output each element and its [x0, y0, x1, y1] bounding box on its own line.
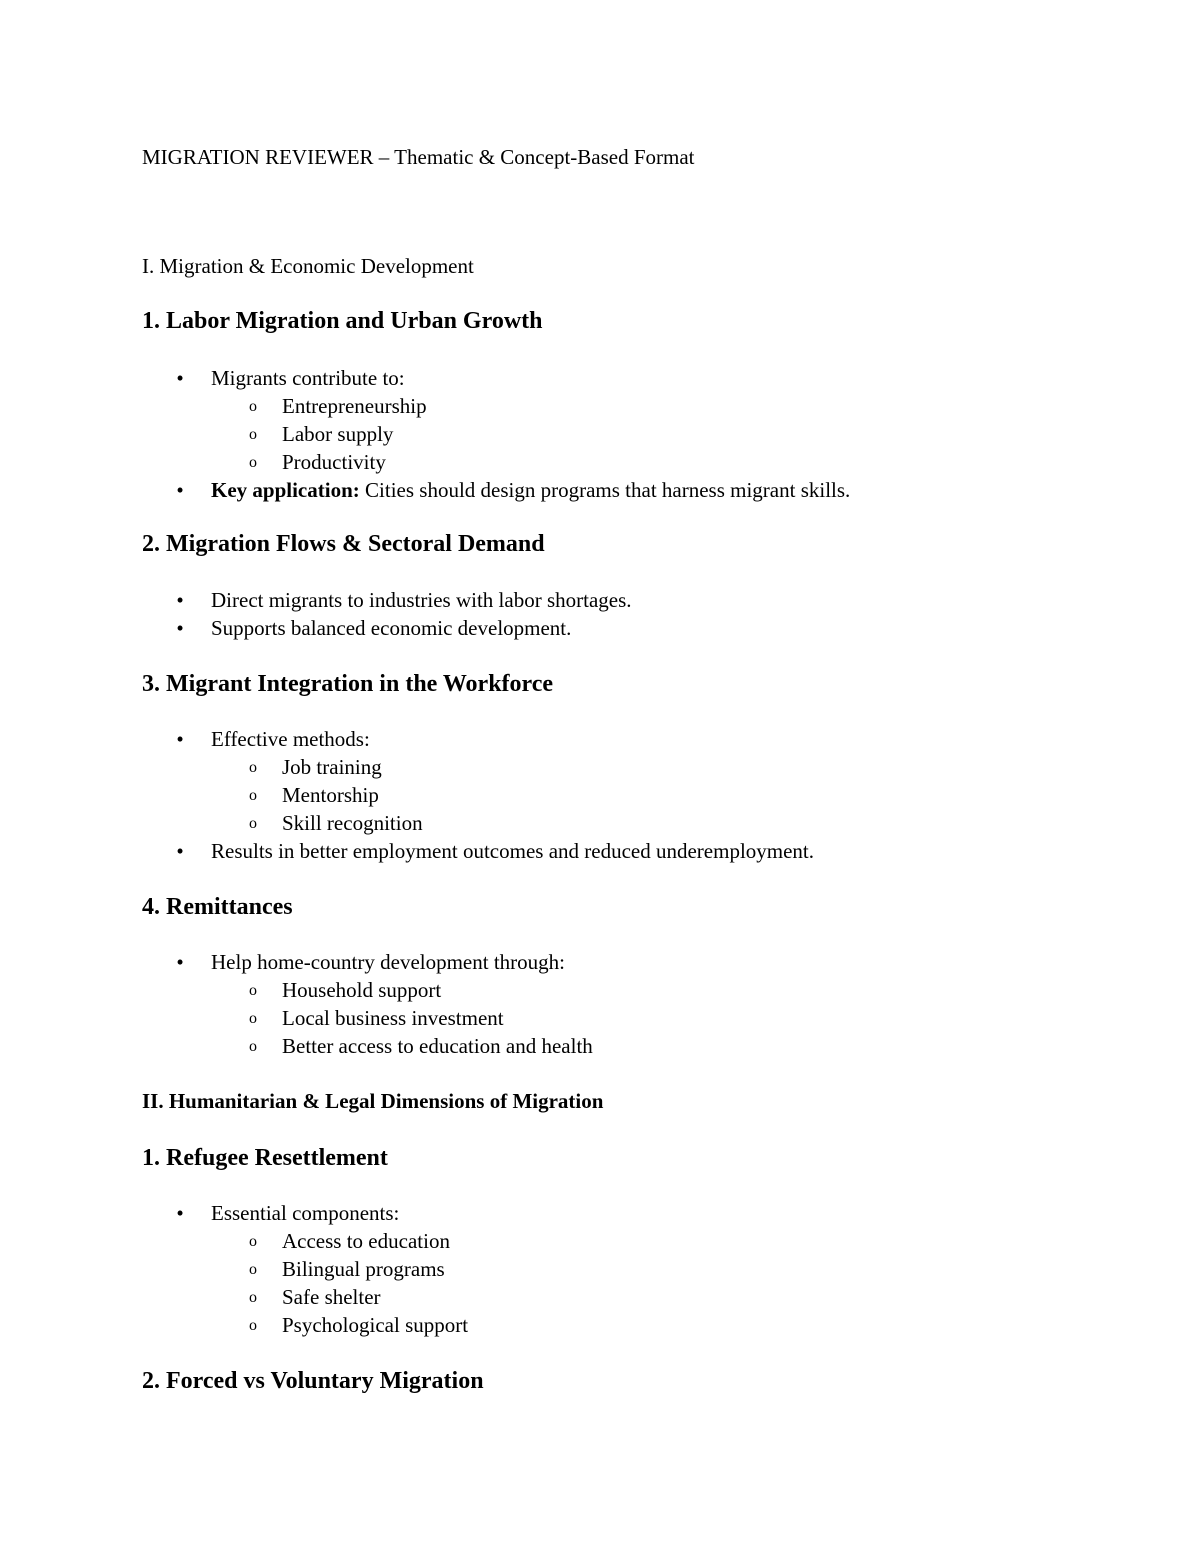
section-title-1: I. Migration & Economic Development — [142, 254, 474, 278]
key-application-text: Cities should design programs that harness migrant skills. — [359, 478, 851, 502]
list-item-text: Results in better employment outcomes and reduced underemployment. — [211, 839, 815, 863]
list-item-text: Direct migrants to industries with labor shortages. — [211, 588, 632, 612]
sub-list-item-text: Labor supply — [282, 422, 394, 446]
list-item-text: Essential components: — [211, 1201, 400, 1225]
sub-list-item-text: Entrepreneurship — [282, 394, 427, 418]
sub-list-item-text: Access to education — [282, 1229, 450, 1253]
sub-list-item-text: Household support — [282, 978, 442, 1002]
topic-heading-labor-migration: 1. Labor Migration and Urban Growth — [142, 308, 543, 334]
sub-bullet-icon: o — [249, 1010, 257, 1027]
sub-list-item-text: Mentorship — [282, 783, 379, 807]
sub-bullet-icon: o — [249, 787, 257, 804]
sub-bullet-icon: o — [249, 1317, 257, 1334]
sub-bullet-icon: o — [249, 426, 257, 443]
key-application-label: Key application: — [211, 478, 360, 502]
bullet-icon: • — [176, 478, 184, 502]
sub-list-item-text: Skill recognition — [282, 811, 423, 835]
list-item-text: Migrants contribute to: — [211, 366, 405, 390]
bullet-icon: • — [176, 950, 184, 974]
bullet-icon: • — [176, 616, 184, 640]
sub-bullet-icon: o — [249, 1233, 257, 1250]
list-item-text: Effective methods: — [211, 727, 370, 751]
sub-list-item-text: Job training — [282, 755, 382, 779]
topic-heading-remittances: 4. Remittances — [142, 894, 293, 920]
topic-heading-migration-flows: 2. Migration Flows & Sectoral Demand — [142, 531, 545, 557]
bullet-icon: • — [176, 1201, 184, 1225]
sub-bullet-icon: o — [249, 454, 257, 471]
sub-bullet-icon: o — [249, 1038, 257, 1055]
section-title-2: II. Humanitarian & Legal Dimensions of Migration — [142, 1089, 604, 1113]
list-item-text: Help home-country development through: — [211, 950, 565, 974]
topic-heading-forced-vs-voluntary: 2. Forced vs Voluntary Migration — [142, 1368, 484, 1394]
document-title: MIGRATION REVIEWER – Thematic & Concept-Based Format — [142, 145, 695, 169]
sub-bullet-icon: o — [249, 815, 257, 832]
sub-list-item-text: Local business investment — [282, 1006, 504, 1030]
topic-heading-refugee-resettlement: 1. Refugee Resettlement — [142, 1145, 388, 1171]
sub-bullet-icon: o — [249, 398, 257, 415]
sub-bullet-icon: o — [249, 759, 257, 776]
sub-bullet-icon: o — [249, 1289, 257, 1306]
sub-list-item-text: Psychological support — [282, 1313, 469, 1337]
sub-list-item-text: Productivity — [282, 450, 386, 474]
topic-heading-migrant-integration: 3. Migrant Integration in the Workforce — [142, 671, 554, 697]
sub-bullet-icon: o — [249, 1261, 257, 1278]
bullet-icon: • — [176, 839, 184, 863]
bullet-icon: • — [176, 366, 184, 390]
bullet-icon: • — [176, 727, 184, 751]
list-item-text: Supports balanced economic development. — [211, 616, 572, 640]
sub-list-item-text: Safe shelter — [282, 1285, 381, 1309]
sub-bullet-icon: o — [249, 982, 257, 999]
sub-list-item-text: Bilingual programs — [282, 1257, 445, 1281]
sub-list-item-text: Better access to education and health — [282, 1034, 593, 1058]
list-item-text — [211, 476, 850, 504]
bullet-icon: • — [176, 588, 184, 612]
